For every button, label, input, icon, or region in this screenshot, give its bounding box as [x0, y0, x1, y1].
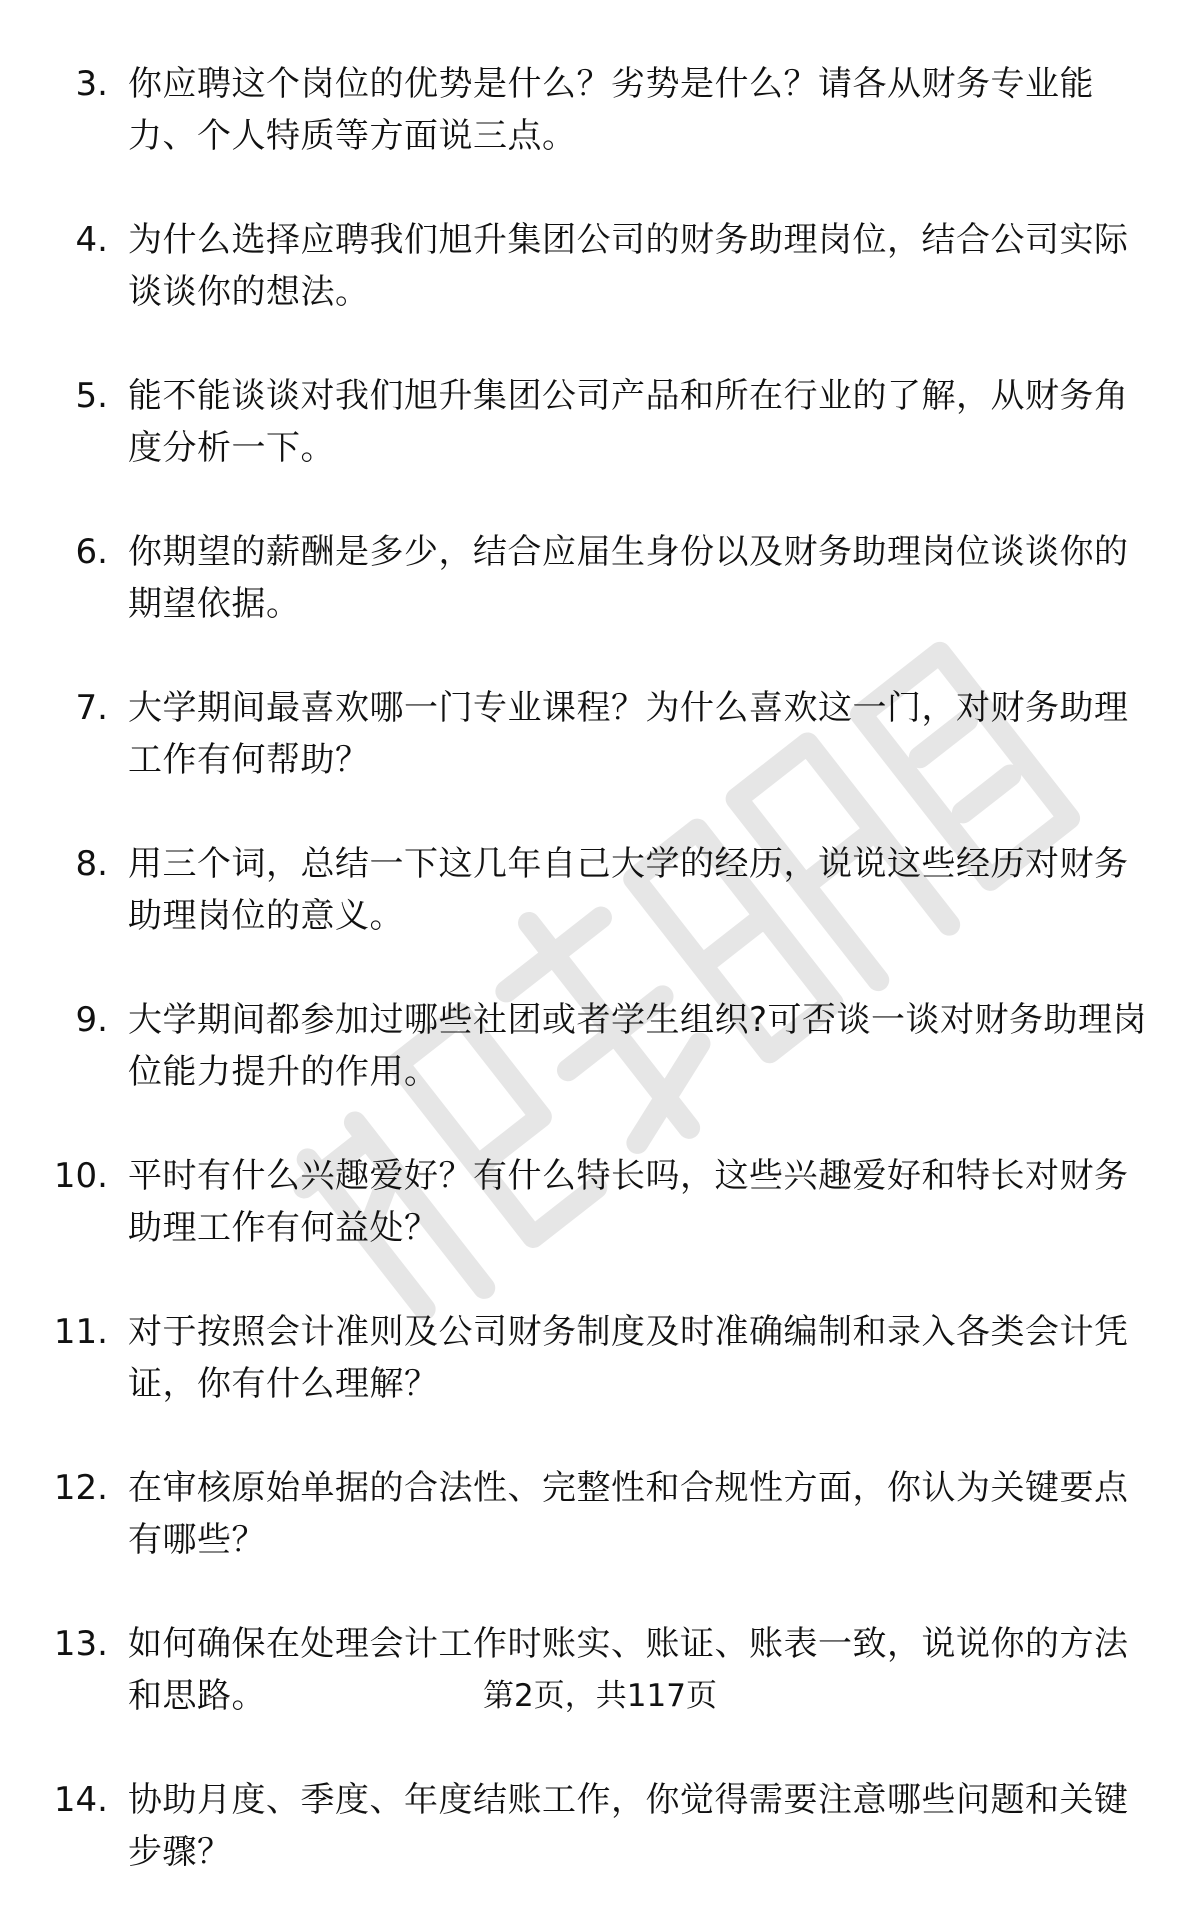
question-text: 为什么选择应聘我们旭升集团公司的财务助理岗位，结合公司实际谈谈你的想法。 [128, 220, 1129, 312]
question-number: 8. [75, 844, 108, 884]
question-item [48, 526, 1158, 630]
question-item [48, 994, 1158, 1098]
question-number: 7. [75, 688, 108, 728]
question-text: 你期望的薪酬是多少，结合应届生身份以及财务助理岗位谈谈你的期望依据。 [128, 532, 1129, 624]
question-item [48, 214, 1158, 318]
question-list [48, 58, 1158, 1930]
question-text: 能不能谈谈对我们旭升集团公司产品和所在行业的了解，从财务角度分析一下。 [128, 376, 1129, 468]
question-text: 平时有什么兴趣爱好？有什么特长吗，这些兴趣爱好和特长对财务助理工作有何益处？ [128, 1156, 1129, 1248]
question-number: 12. [53, 1468, 108, 1508]
question-item [48, 58, 1158, 162]
question-text: 在审核原始单据的合法性、完整性和合规性方面，你认为关键要点有哪些？ [128, 1468, 1129, 1560]
question-text: 协助月度、季度、年度结账工作，你觉得需要注意哪些问题和关键步骤？ [128, 1780, 1129, 1872]
question-number: 4. [75, 220, 108, 260]
question-item [48, 1150, 1158, 1254]
question-text: 对于按照会计准则及公司财务制度及时准确编制和录入各类会计凭证，你有什么理解？ [128, 1312, 1129, 1404]
page-number-footer: 第2页，共117页 [483, 1678, 717, 1714]
question-item [48, 1774, 1158, 1878]
question-number: 13. [53, 1624, 108, 1664]
question-text: 大学期间都参加过哪些社团或者学生组织?可否谈一谈对财务助理岗位能力提升的作用。 [128, 1000, 1148, 1092]
question-number: 14. [53, 1780, 108, 1820]
question-item [48, 1306, 1158, 1410]
question-number: 9. [75, 1000, 108, 1040]
question-number: 5. [75, 376, 108, 416]
question-item [48, 370, 1158, 474]
question-item [48, 838, 1158, 942]
question-text: 大学期间最喜欢哪一门专业课程？为什么喜欢这一门，对财务助理工作有何帮助？ [128, 688, 1129, 780]
question-item [48, 682, 1158, 786]
question-number: 3. [75, 64, 108, 104]
question-text: 如何确保在处理会计工作时账实、账证、账表一致，说说你的方法和思路。 [128, 1624, 1129, 1716]
question-number: 6. [75, 532, 108, 572]
question-number: 11. [53, 1312, 108, 1352]
question-text: 你应聘这个岗位的优势是什么？劣势是什么？请各从财务专业能力、个人特质等方面说三点。 [128, 64, 1094, 156]
question-text: 用三个词，总结一下这几年自己大学的经历，说说这些经历对财务助理岗位的意义。 [128, 844, 1129, 936]
question-item [48, 1462, 1158, 1566]
question-number: 10. [53, 1156, 108, 1196]
